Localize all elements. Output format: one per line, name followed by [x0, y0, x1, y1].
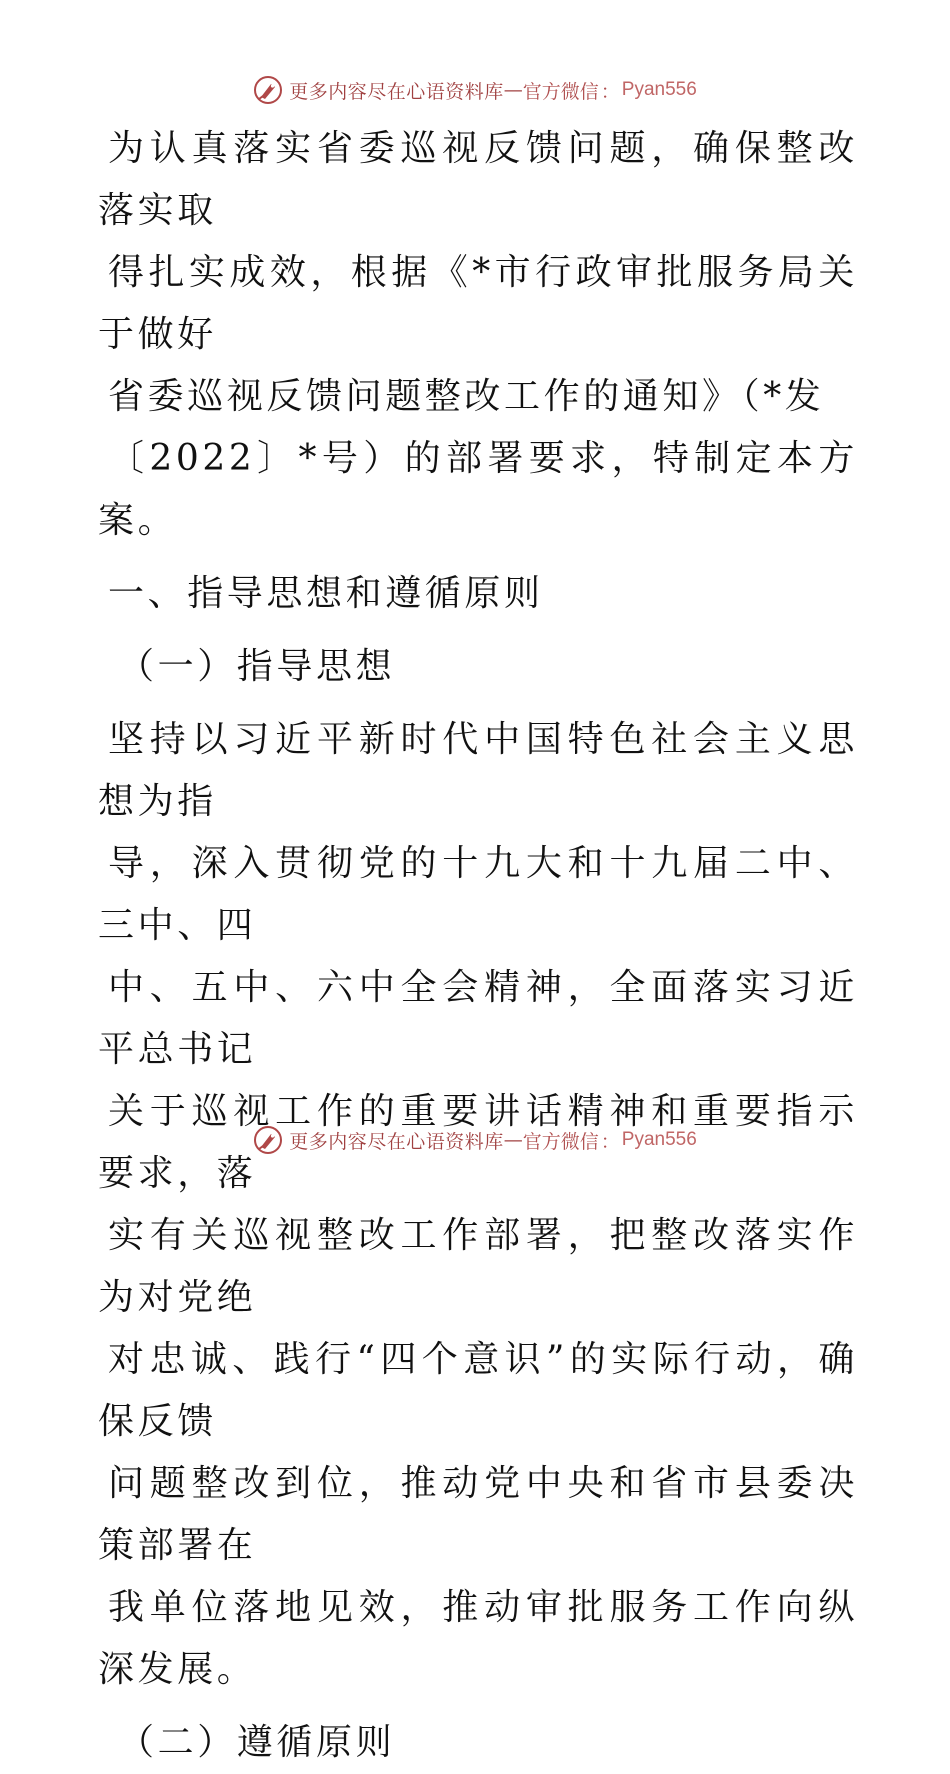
text-line: 中、五中、六中全会精神，全面落实习近平总书记 [98, 967, 858, 1070]
banner-colon: ： [600, 1130, 620, 1153]
text-line: 我单位落地见效，推动审批服务工作向纵深发展。 [98, 1587, 858, 1690]
text-line: 实有关巡视整改工作部署，把整改落实作为对党绝 [98, 1215, 858, 1318]
guiding-thought-paragraph [98, 709, 858, 1701]
banner-wechat-id: Pyan556 [621, 79, 697, 100]
document-body [98, 118, 858, 1774]
footer-watermark-banner [0, 1120, 950, 1160]
text-line: 省委巡视反馈问题整改工作的通知》（*发 [108, 376, 825, 417]
section-heading-1: 一、指导思想和遵循原则 [108, 573, 544, 614]
header-watermark-banner [0, 70, 950, 110]
banner-text: 更多内容尽在心语资料库 [289, 1130, 504, 1153]
text-line: 为认真落实省委巡视反馈问题，确保整改落实取 [98, 128, 858, 231]
pen-nib-seal-icon [253, 1125, 283, 1155]
text-line: 关于巡视工作的重要讲话精神和重要指示要求，落 [98, 1091, 858, 1194]
subsection-heading-1: （一）指导思想 [118, 646, 396, 687]
banner-wechat-label: 官方微信 [522, 80, 599, 103]
text-line: 坚持以习近平新时代中国特色社会主义思想为指 [98, 719, 858, 822]
banner-wechat-label: 官方微信 [522, 1130, 599, 1153]
banner-wechat-id: Pyan556 [621, 1129, 697, 1150]
banner-text: 更多内容尽在心语资料库 [289, 80, 504, 103]
banner-colon: ： [600, 80, 620, 103]
text-line: 问题整改到位，推动党中央和省市县委决策部署在 [98, 1463, 858, 1566]
intro-paragraph [98, 118, 858, 552]
text-line: 导，深入贯彻党的十九大和十九届二中、三中、四 [98, 843, 858, 946]
pen-nib-seal-icon [253, 75, 283, 105]
banner-separator: — [503, 79, 523, 101]
banner-separator: — [503, 1129, 523, 1151]
text-line: 得扎实成效，根据《*市行政审批服务局关于做好 [98, 252, 858, 355]
text-line: 〔2022〕*号）的部署要求，特制定本方案。 [98, 438, 858, 541]
subsection-heading-2: （二）遵循原则 [118, 1722, 396, 1763]
text-line: 对忠诚、践行“四个意识”的实际行动，确保反馈 [98, 1339, 858, 1442]
